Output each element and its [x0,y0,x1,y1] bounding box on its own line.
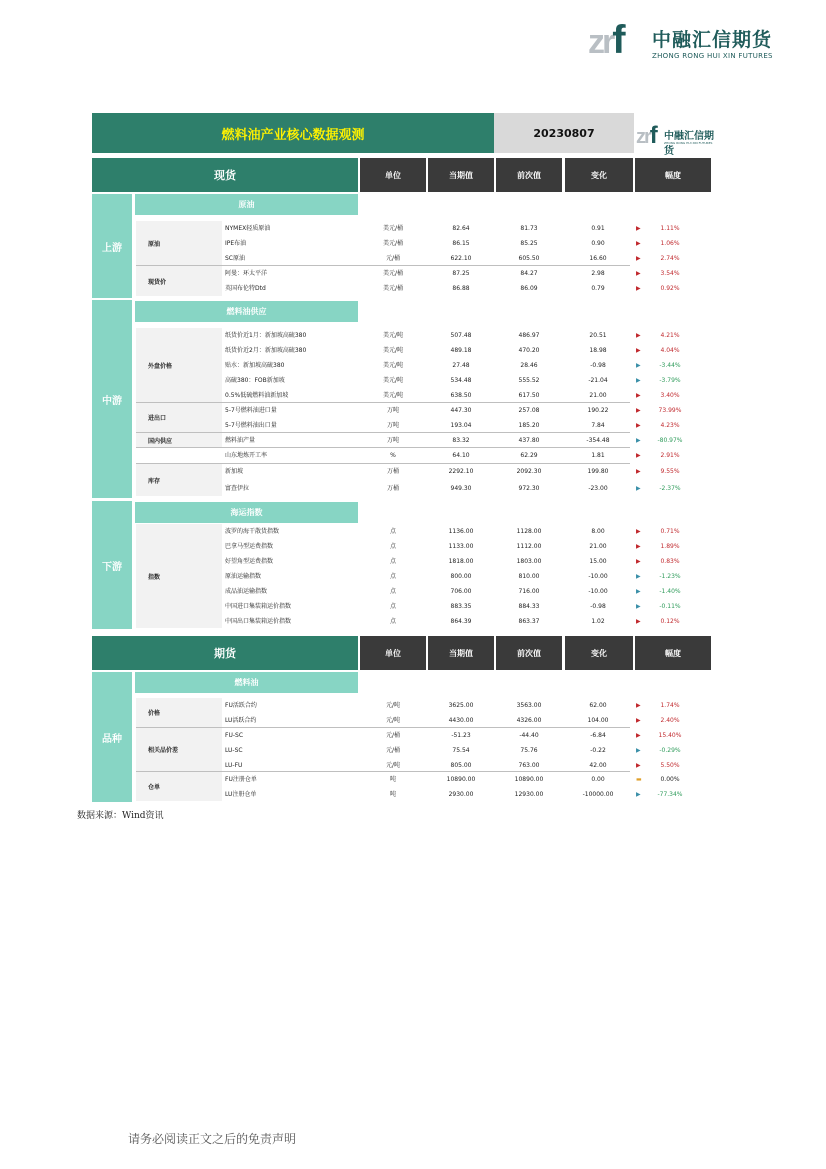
row-pct: -0.29% [659,747,681,754]
row-unit: 美元/吨 [382,392,404,399]
row-unit: 点 [389,528,396,535]
row-unit: 万桶 [386,468,399,475]
row-pct: -80.97% [657,437,683,444]
row-name: 好望角型运费指数 [225,558,274,565]
subheader-shipping-index: 海运指数 [135,502,358,523]
table-row [0,328,826,343]
row-current: 87.25 [452,270,470,277]
row-pct: 2.91% [660,452,680,459]
row-current: 64.10 [452,452,470,459]
row-name: 5-7号燃料油进口量 [225,407,277,414]
row-unit: 元/桶 [385,732,401,739]
trend-up-icon: ▶ [636,558,641,565]
row-unit: 元/桶 [385,255,401,262]
row-pct: 2.74% [660,255,680,262]
trend-up-icon: ▶ [636,407,641,414]
futures-previous-header: 前次值 [496,636,562,670]
row-current: 800.00 [450,573,472,580]
trend-up-icon: ▶ [636,528,641,535]
futures-current-header: 当期值 [428,636,494,670]
row-change: -23.00 [588,485,608,492]
group-midstream: 中游 [92,300,132,498]
row-change: 15.00 [589,558,607,565]
row-current: 86.88 [452,285,470,292]
row-name: 成品油运输指数 [225,588,268,595]
row-pct: 4.23% [660,422,680,429]
row-unit: 点 [389,588,396,595]
row-current: 534.48 [450,377,472,384]
row-change: 18.98 [589,347,607,354]
subheader-crude: 原油 [135,194,358,215]
row-current: 622.10 [450,255,472,262]
trend-down-icon: ▶ [636,791,641,798]
row-pct: 2.40% [660,717,680,724]
row-previous: 81.73 [520,225,538,232]
row-name: 原油运输指数 [225,573,262,580]
row-previous: 716.00 [518,588,540,595]
category-crude: 原油 [136,221,222,265]
row-current: 10890.00 [446,776,476,783]
row-unit: 元/吨 [385,762,401,769]
table-row [0,524,826,539]
row-name: 英国布伦特Dtd [225,285,266,292]
row-pct: 9.55% [660,468,680,475]
trend-down-icon: ▶ [636,603,641,610]
row-pct: 0.83% [660,558,680,565]
row-change: 20.51 [589,332,607,339]
row-change: -0.98 [590,603,606,610]
table-row [0,728,826,743]
row-previous: 4326.00 [516,717,542,724]
row-change: -0.22 [590,747,606,754]
row-unit: 吨 [389,776,396,783]
data-source-note: 数据来源：Wind资讯 [77,811,164,821]
futures-unit-header: 单位 [360,636,426,670]
row-previous: 86.09 [520,285,538,292]
category-spot-price: 现货价 [136,266,222,296]
row-current: 4430.00 [448,717,474,724]
row-divider [136,447,630,448]
row-change: -10.00 [588,588,608,595]
row-name: 贴水：新加坡高硫380 [225,362,285,369]
row-current: 805.00 [450,762,472,769]
trend-up-icon: ▶ [636,422,641,429]
table-row [0,373,826,388]
row-name: LU-FU [225,762,243,769]
spot-current-header: 当期值 [428,158,494,192]
row-current: 2930.00 [448,791,474,798]
table-row [0,343,826,358]
trend-up-icon: ▶ [636,543,641,550]
row-current: 706.00 [450,588,472,595]
row-change: 1.02 [591,618,605,625]
row-name: 新加坡 [225,468,244,475]
logo-name-cn: 中融汇信期货 [652,29,773,51]
row-name: 高硫380：FOB新加坡 [225,377,285,384]
row-unit: 美元/桶 [382,240,404,247]
row-unit: 美元/吨 [382,377,404,384]
row-current: 1133.00 [448,543,474,550]
table-row [0,599,826,614]
row-change: -10000.00 [582,791,614,798]
group-downstream: 下游 [92,501,132,629]
row-change: -354.48 [586,437,610,444]
category-index: 指数 [136,524,222,628]
table-row [0,418,826,433]
table-row [0,358,826,373]
row-unit: 万吨 [386,422,399,429]
subheader-fuel-supply: 燃料油供应 [135,301,358,322]
disclaimer-text: 请务必阅读正文之后的免责声明 [128,1132,297,1146]
row-change: -0.98 [590,362,606,369]
row-previous: 62.29 [520,452,538,459]
table-row [0,614,826,629]
row-current: 447.30 [450,407,472,414]
row-unit: 点 [389,618,396,625]
row-divider [136,463,630,464]
trend-up-icon: ▶ [636,332,641,339]
report-title: 燃料油产业核心数据观测 [92,113,494,153]
table-row [0,584,826,599]
row-pct: 4.04% [660,347,680,354]
row-previous: 763.00 [518,762,540,769]
row-current: 27.48 [452,362,470,369]
trend-up-icon: ▶ [636,225,641,232]
table-row [0,787,826,802]
row-name: 纸货价近2月：新加坡高硫380 [225,347,307,354]
row-previous: 2092.30 [516,468,542,475]
row-name: 中国进口集装箱运价指数 [225,603,292,610]
row-pct: 0.71% [660,528,680,535]
row-pct: -77.34% [657,791,683,798]
row-unit: 元/吨 [385,702,401,709]
row-change: 190.22 [587,407,609,414]
row-previous: 617.50 [518,392,540,399]
table-row [0,539,826,554]
row-pct: 73.99% [658,407,682,414]
row-unit: 吨 [389,791,396,798]
trend-up-icon: ▶ [636,285,641,292]
row-pct: 0.92% [660,285,680,292]
row-previous: 257.08 [518,407,540,414]
row-unit: 点 [389,573,396,580]
trend-up-icon: ▶ [636,762,641,769]
category-price: 价格 [136,698,222,727]
logo-name-en: ZHONG RONG HUI XIN FUTURES [652,52,773,60]
row-change: 0.79 [591,285,605,292]
row-divider [136,727,630,728]
row-divider [136,771,630,772]
spot-pct-header: 幅度 [635,158,711,192]
row-change: 62.00 [589,702,607,709]
trend-up-icon: ▶ [636,392,641,399]
category-inventory: 库存 [136,464,222,496]
row-previous: 3563.00 [516,702,542,709]
row-change: 42.00 [589,762,607,769]
row-name: FU注册仓单 [225,776,257,783]
row-pct: 1.11% [660,225,680,232]
row-name: SC原油 [225,255,245,262]
futures-pct-header: 幅度 [635,636,711,670]
futures-change-header: 变化 [565,636,633,670]
row-pct: 0.12% [660,618,680,625]
table-row [0,266,826,281]
row-previous: 84.27 [520,270,538,277]
group-variety: 品种 [92,672,132,802]
row-unit: 美元/桶 [382,270,404,277]
row-pct: 15.40% [658,732,682,739]
table-row [0,388,826,403]
row-pct: 0.00% [660,776,680,783]
row-pct: -1.23% [659,573,681,580]
row-name: LU-SC [225,747,243,754]
trend-down-icon: ▶ [636,362,641,369]
row-previous: 437.80 [518,437,540,444]
trend-down-icon: ▶ [636,573,641,580]
row-change: 21.00 [589,392,607,399]
category-overseas-price: 外盘价格 [136,328,222,402]
row-name: 燃料油产量 [225,437,256,444]
trend-up-icon: ▶ [636,618,641,625]
row-name: LU注册仓单 [225,791,257,798]
row-pct: 5.50% [660,762,680,769]
mini-logo: zrf 中融汇信期货 ZHONG RONG HUI XIN FUTURES [636,122,714,157]
spot-section-header: 现货 [92,158,358,192]
row-unit: 点 [389,603,396,610]
row-name: 纸货价近1月：新加坡高硫380 [225,332,307,339]
category-related-spread: 相关品价差 [136,728,222,771]
trend-down-icon: ▶ [636,437,641,444]
row-current: 75.54 [452,747,470,754]
row-unit: 美元/吨 [382,362,404,369]
row-name: 富查伊拉 [225,485,250,492]
table-row [0,743,826,758]
category-domestic-supply: 国内供应 [136,433,222,447]
trend-down-icon: ▶ [636,747,641,754]
row-current: 83.32 [452,437,470,444]
trend-up-icon: ▶ [636,270,641,277]
row-previous: 75.76 [520,747,538,754]
table-row [0,251,826,266]
table-row [0,569,826,584]
row-unit: 元/桶 [385,747,401,754]
row-unit: 美元/桶 [382,225,404,232]
row-pct: 4.21% [660,332,680,339]
table-row [0,464,826,479]
row-previous: 1128.00 [516,528,542,535]
row-previous: 555.52 [518,377,540,384]
row-name: 山东地炼开工率 [225,452,268,459]
table-row [0,698,826,713]
row-pct: -1.40% [659,588,681,595]
row-previous: 12930.00 [514,791,544,798]
table-row [0,236,826,251]
row-change: 8.00 [591,528,605,535]
row-change: 199.80 [587,468,609,475]
trend-flat-icon: ▬ [636,776,642,783]
trend-up-icon: ▶ [636,452,641,459]
row-pct: 1.74% [660,702,680,709]
row-current: 86.15 [452,240,470,247]
row-previous: 605.50 [518,255,540,262]
group-upstream: 上游 [92,194,132,298]
row-unit: 美元/吨 [382,332,404,339]
table-row [0,481,826,496]
row-change: -21.04 [588,377,608,384]
row-current: 1818.00 [448,558,474,565]
row-previous: 185.20 [518,422,540,429]
row-current: 883.35 [450,603,472,610]
row-unit: 万桶 [386,485,399,492]
table-row [0,772,826,787]
row-pct: 3.54% [660,270,680,277]
trend-up-icon: ▶ [636,717,641,724]
row-divider [136,432,630,433]
row-name: 0.5%低硫燃料油新加坡 [225,392,289,399]
row-change: 0.00 [591,776,605,783]
row-previous: 28.46 [520,362,538,369]
trend-down-icon: ▶ [636,485,641,492]
row-previous: 884.33 [518,603,540,610]
company-logo [588,18,788,66]
row-change: 2.98 [591,270,605,277]
trend-down-icon: ▶ [636,377,641,384]
report-date: 20230807 [494,113,634,153]
row-previous: 863.37 [518,618,540,625]
row-current: 507.48 [450,332,472,339]
row-pct: -3.44% [659,362,681,369]
row-current: 864.39 [450,618,472,625]
category-warehouse: 仓单 [136,772,222,801]
row-current: 82.64 [452,225,470,232]
row-change: 16.60 [589,255,607,262]
table-row [0,433,826,448]
logo-mark: zrf [588,18,623,62]
row-change: 0.91 [591,225,605,232]
row-previous: 1112.00 [516,543,542,550]
row-pct: -3.79% [659,377,681,384]
row-previous: 470.20 [518,347,540,354]
row-name: NYMEX轻质原油 [225,225,271,232]
row-change: 21.00 [589,543,607,550]
row-pct: 3.40% [660,392,680,399]
row-name: FU-SC [225,732,244,739]
row-change: -6.84 [590,732,606,739]
row-current: 638.50 [450,392,472,399]
trend-up-icon: ▶ [636,732,641,739]
row-current: 1136.00 [448,528,474,535]
trend-up-icon: ▶ [636,240,641,247]
trend-up-icon: ▶ [636,255,641,262]
trend-down-icon: ▶ [636,588,641,595]
row-pct: 1.06% [660,240,680,247]
row-change: -10.00 [588,573,608,580]
row-name: 中国出口集装箱运价指数 [225,618,292,625]
table-row [0,554,826,569]
row-name: LU活跃合约 [225,717,257,724]
row-unit: 美元/吨 [382,347,404,354]
row-name: 5-7号燃料油出口量 [225,422,277,429]
row-name: 阿曼：环太平洋 [225,270,268,277]
row-change: 104.00 [587,717,609,724]
row-previous: -44.40 [519,732,539,739]
row-pct: 1.89% [660,543,680,550]
row-name: FU活跃合约 [225,702,257,709]
category-import-export: 进出口 [136,403,222,432]
table-row [0,448,826,463]
row-unit: 万吨 [386,437,399,444]
row-previous: 1803.00 [516,558,542,565]
row-previous: 810.00 [518,573,540,580]
trend-up-icon: ▶ [636,702,641,709]
row-unit: 美元/桶 [382,285,404,292]
row-current: -51.23 [451,732,471,739]
table-row [0,403,826,418]
table-row [0,281,826,296]
row-unit: 元/吨 [385,717,401,724]
row-name: 巴拿马型运费指数 [225,543,274,550]
row-previous: 486.97 [518,332,540,339]
spot-previous-header: 前次值 [496,158,562,192]
row-previous: 10890.00 [514,776,544,783]
table-row [0,221,826,236]
row-unit: % [390,452,396,459]
row-current: 193.04 [450,422,472,429]
row-pct: -0.11% [659,603,681,610]
row-current: 949.30 [450,485,472,492]
spot-unit-header: 单位 [360,158,426,192]
row-previous: 972.30 [518,485,540,492]
row-pct: -2.37% [659,485,681,492]
row-unit: 万吨 [386,407,399,414]
row-name: IPE布油 [225,240,247,247]
row-name: 波罗的海干散货指数 [225,528,280,535]
row-change: 0.90 [591,240,605,247]
subheader-fuel-oil: 燃料油 [135,672,358,693]
trend-up-icon: ▶ [636,468,641,475]
row-current: 2292.10 [448,468,474,475]
row-change: 7.84 [591,422,605,429]
row-unit: 点 [389,543,396,550]
table-row [0,713,826,728]
row-change: 1.81 [591,452,605,459]
trend-up-icon: ▶ [636,347,641,354]
spot-change-header: 变化 [565,158,633,192]
row-previous: 85.25 [520,240,538,247]
row-unit: 点 [389,558,396,565]
row-divider [136,265,630,266]
row-current: 489.18 [450,347,472,354]
futures-section-header: 期货 [92,636,358,670]
row-divider [136,402,630,403]
row-current: 3625.00 [448,702,474,709]
